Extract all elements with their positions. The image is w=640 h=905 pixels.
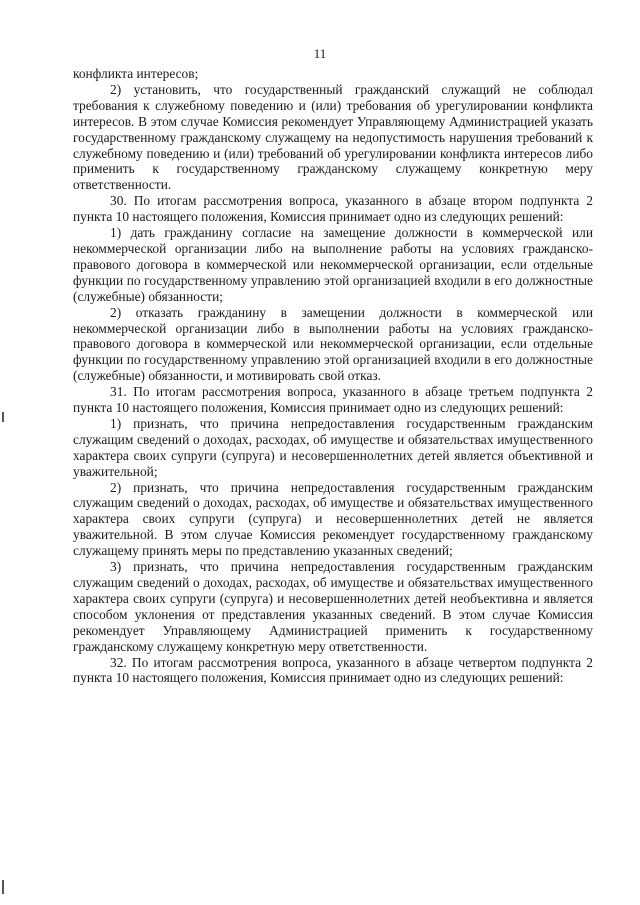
paragraph-30-item-1: 1) дать гражданину согласие на замещение должности в коммерческой или некоммерческой организации либо на выполнение работы на условиях гражданско-правового договора в коммерческой или некоммерческой организации, если отдельные функции по государственному управлению этой организацией входили в его должностные (служебные) обязанности; <box>73 225 593 304</box>
paragraph-30: 30. По итогам рассмотрения вопроса, указанного в абзаце втором подпункта 2 пункта 10 настоящего положения, Комиссия принимает одно из следующих решений: <box>73 193 593 225</box>
paragraph-31-item-3: 3) признать, что причина непредоставления государственным гражданским служащим сведений о доходах, расходах, об имуществе и обязательствах имущественного характера своих супруги (супруга) и несовершеннолетних детей необъективна и является способом уклонения от представления указанных сведений. В этом случае Комиссия рекомендует Управляющему Администрацией применить к государственному гражданскому служащему конкретную меру ответственности. <box>73 559 593 654</box>
page-number: 11 <box>313 46 327 61</box>
paragraph-31: 31. По итогам рассмотрения вопроса, указанного в абзаце третьем подпункта 2 пункта 10 настоящего положения, Комиссия принимает одно из следующих решений: <box>73 384 593 416</box>
paragraph-29-item-2: 2) установить, что государственный гражданский служащий не соблюдал требования к служебному поведению и (или) требования об урегулировании конфликта интересов. В этом случае Комиссия рекомендует Управляющему Администрацией указать государственному гражданскому служащему на недопустимость нарушения требований к служебному поведению и (или) требований об урегулировании конфликта интересов либо применить к государственному гражданскому служащему конкретную меру ответственности. <box>73 81 593 193</box>
paragraph-continuation: конфликта интересов; <box>73 66 199 81</box>
paragraph-31-item-2: 2) признать, что причина непредоставления государственным гражданским служащим сведений о доходах, расходах, об имуществе и обязательствах имущественного характера своих супруги (супруга) и несовершеннолетних детей не является уважительной. В этом случае Комиссия рекомендует государственному гражданскому служащему принять меры по представлению указанных сведений; <box>73 479 593 559</box>
scan-edge-mark <box>2 412 4 422</box>
scan-edge-mark <box>2 880 4 894</box>
paragraph-30-item-2: 2) отказать гражданину в замещении должности в коммерческой или некоммерческой организации либо в выполнении работы на условиях гражданско-правового договора в коммерческой или некоммерческой организации, если отдельные функции по государственному управлению этой организацией входили в его должностные (служебные) обязанности, и мотивировать свой отказ. <box>73 304 593 384</box>
paragraph-32: 32. По итогам рассмотрения вопроса, указанного в абзаце четвертом подпункта 2 пункта 10 настоящего положения, Комиссия принимает одно из следующих решений: <box>73 654 593 686</box>
document-body <box>73 66 593 686</box>
paragraph-31-item-1: 1) признать, что причина непредоставления государственным гражданским служащим сведений о доходах, расходах, об имуществе и обязательствах имущественного характера своих супруги (супруга) и несовершеннолетних детей является объективной и уважительной; <box>73 415 593 479</box>
